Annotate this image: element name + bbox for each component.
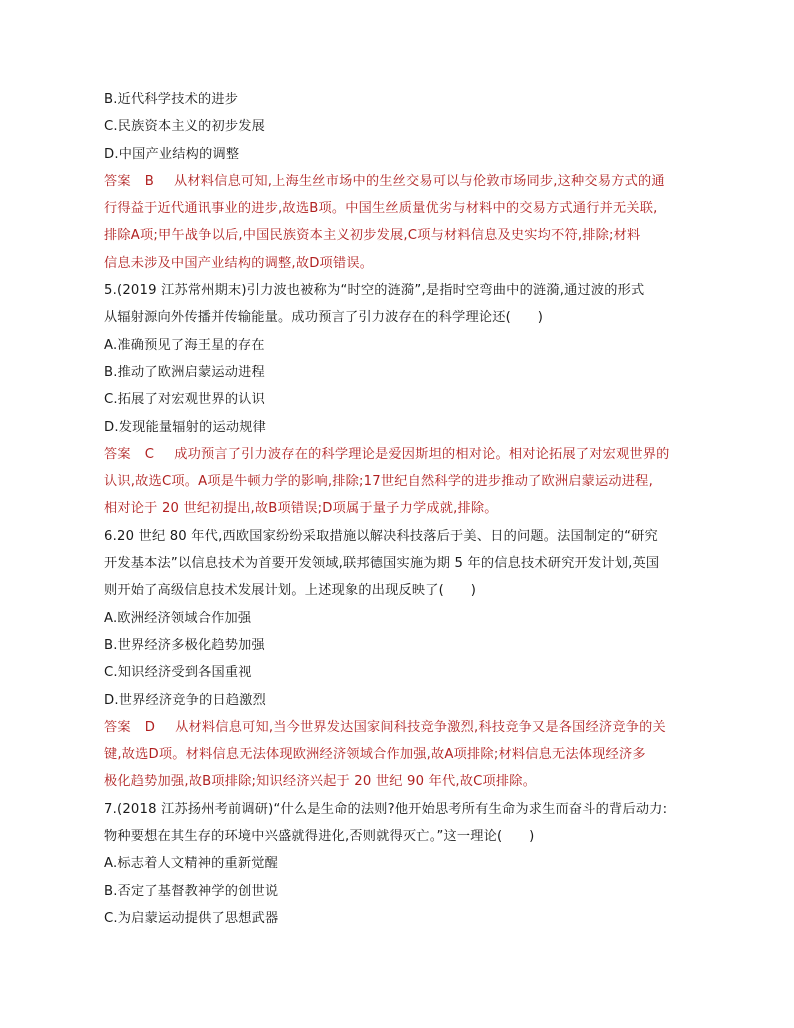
question-stem-line: 5.(2019 江苏常州期末)引力波也被称为“时空的涟漪”,是指时空弯曲中的涟漪,通过波的形式	[104, 283, 645, 299]
answer-option: B.近代科学技术的进步	[104, 92, 239, 107]
question-stem-line: 6.20 世纪 80 年代,西欧国家纷纷采取措施以解决科技落后于美、日的问题。法国制定的“研究	[104, 528, 658, 544]
answer-explanation-line: 排除A项;甲午战争以后,中国民族资本主义初步发展,C项与材料信息及史实均不符,排除;材料	[104, 228, 641, 244]
answer-option: C.知识经济受到各国重视	[104, 665, 252, 681]
answer-option: B.世界经济多极化趋势加强	[104, 637, 265, 653]
answer-explanation-line	[104, 714, 694, 741]
answer-explanation-line: 极化趋势加强,故B项排除;知识经济兴起于 20 世纪 90 年代,故C项排除。	[104, 774, 537, 790]
question-stem-line: 从辐射源向外传播并传输能量。成功预言了引力波存在的科学理论还( )	[104, 310, 544, 326]
document-page	[104, 86, 694, 932]
answer-text: 从材料信息可知,上海生丝市场中的生丝交易可以与伦敦市场同步,这种交易方式的通	[174, 173, 665, 189]
answer-explanation-line: 相对论于 20 世纪初提出,故B项错误;D项属于量子力学成就,排除。	[104, 501, 498, 517]
question-stem-line: 开发基本法”以信息技术为首要开发领域,联邦德国实施为期 5 年的信息技术研究开发计划,英国	[104, 556, 660, 572]
answer-option: B.否定了基督教神学的创世说	[104, 883, 279, 899]
question-stem-line: 7.(2018 江苏扬州考前调研)“什么是生命的法则?他开始思考所有生命为求生而奋斗的背后动力:	[104, 801, 668, 817]
answer-explanation-line: 信息未涉及中国产业结构的调整,故D项错误。	[104, 255, 374, 271]
answer-text: 从材料信息可知,当今世界发达国家间科技竞争激烈,科技竞争又是各国经济竞争的关	[175, 719, 666, 735]
answer-option: A.标志着人文精神的重新觉醒	[104, 856, 279, 872]
answer-option: C.为启蒙运动提供了思想武器	[104, 910, 279, 926]
answer-option: C.民族资本主义的初步发展	[104, 119, 266, 135]
answer-explanation-line: 键,故选D项。材料信息无法体现欧洲经济领域合作加强,故A项排除;材料信息无法体现经济多	[104, 747, 646, 763]
question-stem-line: 则开始了高级信息技术发展计划。上述现象的出现反映了( )	[104, 583, 477, 599]
answer-explanation-line	[104, 441, 694, 468]
answer-option: D.世界经济竞争的日趋激烈	[104, 692, 267, 708]
answer-key: C	[144, 446, 155, 462]
answer-label: 答案	[104, 719, 131, 735]
answer-option: C.拓展了对宏观世界的认识	[104, 392, 266, 408]
answer-option: B.推动了欧洲启蒙运动进程	[104, 364, 265, 380]
answer-key: D	[144, 719, 156, 735]
answer-label: 答案	[104, 446, 131, 462]
answer-label: 答案	[104, 173, 131, 189]
answer-explanation-line: 认识,故选C项。A项是牛顿力学的影响,排除;17世纪自然科学的进步推动了欧洲启蒙运动进程,	[104, 474, 653, 490]
answer-text: 成功预言了引力波存在的科学理论是爱因斯坦的相对论。相对论拓展了对宏观世界的	[174, 446, 670, 462]
answer-key: B	[144, 173, 155, 189]
answer-explanation-line: 行得益于近代通讯事业的进步,故选B项。中国生丝质量优劣与材料中的交易方式通行并无关联,	[104, 201, 658, 217]
answer-option: A.准确预见了海王星的存在	[104, 337, 265, 353]
answer-option: A.欧洲经济领域合作加强	[104, 610, 252, 626]
answer-explanation-line	[104, 168, 694, 195]
question-stem-line: 物种要想在其生存的环境中兴盛就得进化,否则就得灭亡。”这一理论( )	[104, 829, 535, 845]
answer-option: D.发现能量辐射的运动规律	[104, 419, 267, 435]
answer-option: D.中国产业结构的调整	[104, 146, 240, 162]
